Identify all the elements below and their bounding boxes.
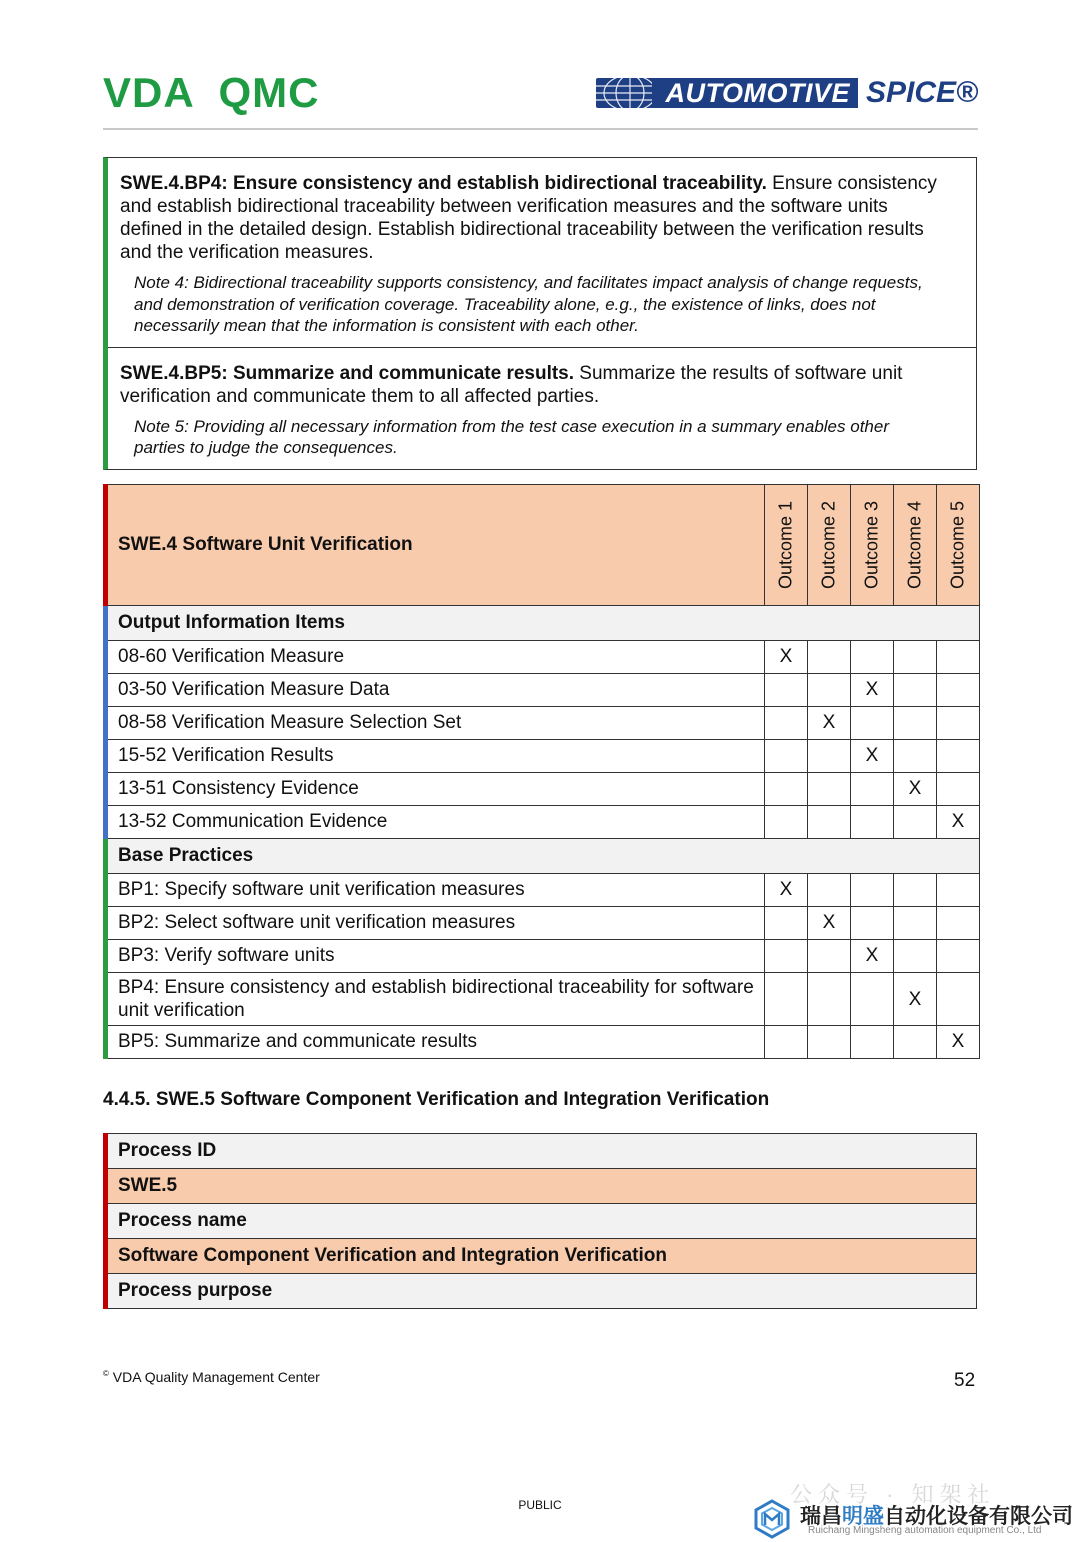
output-items-section (106, 606, 980, 641)
automotive-wordmark: AUTOMOTIVE (652, 78, 858, 108)
process-table (103, 1133, 977, 1309)
outcome-mark-cell (894, 806, 937, 839)
table-row (106, 806, 980, 839)
process-row (106, 1134, 977, 1169)
base-practice-box (103, 157, 977, 470)
outcome-mark-cell (937, 907, 980, 940)
bp5-note: Note 5: Providing all necessary information from the test case execution in a summary enables other parties to judge the consequences. (134, 416, 889, 457)
output-items-section-label: Output Information Items (106, 606, 980, 641)
bp5-paragraph (120, 362, 944, 408)
outcome-header (851, 485, 894, 606)
table-row (106, 773, 980, 806)
outcome-mark-cell (851, 907, 894, 940)
table-row (106, 1026, 980, 1059)
header-divider (103, 128, 978, 130)
outcome-mark-cell: X (894, 773, 937, 806)
outcome-mark-cell (894, 874, 937, 907)
table-row (106, 973, 980, 1026)
outcome-mark-cell (765, 674, 808, 707)
bp4-title: SWE.4.BP4: Ensure consistency and establish bidirectional traceability. (120, 173, 767, 194)
outcome-mark-cell: X (851, 940, 894, 973)
faded-wechat-watermark: 公众号 · 知架社 (790, 1482, 996, 1507)
outcome-mark-cell (851, 641, 894, 674)
outcome-mark-cell (808, 740, 851, 773)
row-label: BP2: Select software unit verification measures (106, 907, 765, 940)
outcome-mark-cell: X (894, 973, 937, 1026)
outcome-mark-cell (765, 773, 808, 806)
outcome-header-label: Outcome 1 (775, 500, 796, 590)
outcome-mark-cell (937, 773, 980, 806)
outcome-mark-cell (894, 641, 937, 674)
row-label: 13-51 Consistency Evidence (106, 773, 765, 806)
spice-wordmark: SPICE® (866, 76, 979, 109)
process-row (106, 1274, 977, 1309)
process-cell: Process purpose (106, 1274, 977, 1309)
row-label: 03-50 Verification Measure Data (106, 674, 765, 707)
row-label: BP4: Ensure consistency and establish bidirectional traceability for software unit verification (106, 973, 765, 1026)
outcome-mark-cell: X (808, 907, 851, 940)
row-label: 08-58 Verification Measure Selection Set (106, 707, 765, 740)
outcome-mark-cell (808, 674, 851, 707)
outcome-mark-cell (765, 940, 808, 973)
company-name-cn-highlight: 明盛 (842, 1505, 884, 1528)
outcome-mark-cell (808, 874, 851, 907)
bp5-section (108, 347, 976, 469)
table-row (106, 740, 980, 773)
copyright-text: VDA Quality Management Center (108, 1369, 320, 1385)
outcome-mark-cell (851, 874, 894, 907)
outcome-mark-cell: X (937, 1026, 980, 1059)
outcome-mark-cell (937, 940, 980, 973)
bp4-paragraph (120, 172, 944, 264)
automotive-spice-logo (596, 74, 980, 114)
page-number: 52 (954, 1370, 976, 1391)
company-watermark (752, 1497, 1080, 1542)
row-label: BP3: Verify software units (106, 940, 765, 973)
outcome-mark-cell (808, 773, 851, 806)
outcome-mark-cell (894, 707, 937, 740)
outcome-mark-cell (808, 1026, 851, 1059)
row-label: 13-52 Communication Evidence (106, 806, 765, 839)
outcome-mark-cell (808, 973, 851, 1026)
outcome-header-label: Outcome 4 (904, 500, 925, 590)
outcome-mark-cell (937, 874, 980, 907)
outcome-mark-cell: X (851, 674, 894, 707)
base-practices-section (106, 839, 980, 874)
outcome-header-label: Outcome 2 (818, 500, 839, 590)
process-cell: Process ID (106, 1134, 977, 1169)
bp4-note: Note 4: Bidirectional traceability supports consistency, and facilitates impact analysis of change requests, and demonstration of verification coverage. Traceability alone, e.g., the existence of links, does not necessarily mean that the information is consistent with each other. (134, 273, 923, 335)
outcome-mark-cell (808, 940, 851, 973)
outcome-header-label: Outcome 3 (861, 500, 882, 590)
outcome-mark-cell: X (808, 707, 851, 740)
outcome-mark-cell (765, 707, 808, 740)
globe-grid-icon (596, 78, 660, 108)
company-name-cn-pre: 瑞昌 (800, 1505, 842, 1528)
table-row (106, 707, 980, 740)
outcome-mark-cell (937, 973, 980, 1026)
bp4-body: Ensure consistency and establish bidirectional traceability between verification measures and the software units defined in the detailed design. Establish bidirectional traceability between the verification results and the verification measures. (120, 173, 937, 263)
outcome-mark-cell (851, 1026, 894, 1059)
outcome-header (894, 485, 937, 606)
company-name-en: Ruichang Mingsheng automation equipment Co., Ltd (808, 1525, 1042, 1536)
outcome-mark-cell (894, 1026, 937, 1059)
process-cell: SWE.5 (106, 1169, 977, 1204)
row-label: 08-60 Verification Measure (106, 641, 765, 674)
outcome-mapping-table (103, 484, 980, 1059)
table-row (106, 674, 980, 707)
bp4-section (108, 158, 976, 347)
outcome-mark-cell (937, 641, 980, 674)
base-practices-section-label: Base Practices (106, 839, 980, 874)
outcome-mark-cell (765, 740, 808, 773)
outcome-mark-cell (937, 674, 980, 707)
table-row (106, 907, 980, 940)
table-row (106, 940, 980, 973)
table-row (106, 641, 980, 674)
footer-copyright (103, 1369, 320, 1385)
outcome-mark-cell: X (937, 806, 980, 839)
outcome-mark-cell (851, 773, 894, 806)
row-label: BP1: Specify software unit verification measures (106, 874, 765, 907)
company-hexagon-logo-icon (752, 1499, 792, 1539)
process-cell: Software Component Verification and Integration Verification (106, 1239, 977, 1274)
outcome-header (937, 485, 980, 606)
outcome-mark-cell (851, 973, 894, 1026)
classification-label: PUBLIC (518, 1498, 562, 1512)
outcome-mark-cell (851, 806, 894, 839)
outcome-header (765, 485, 808, 606)
table-title: SWE.4 Software Unit Verification (106, 485, 765, 606)
outcome-mark-cell (894, 674, 937, 707)
process-cell: Process name (106, 1204, 977, 1239)
outcome-mark-cell (937, 740, 980, 773)
outcome-mark-cell (937, 707, 980, 740)
outcome-mark-cell (894, 740, 937, 773)
outcome-mark-cell (765, 806, 808, 839)
outcome-mark-cell (808, 806, 851, 839)
bp5-body: Summarize the results of software unit verification and communicate them to all affected parties. (120, 362, 903, 407)
outcome-mark-cell (894, 940, 937, 973)
outcome-mark-cell (765, 973, 808, 1026)
outcome-header (808, 485, 851, 606)
table-header-row (106, 485, 980, 606)
process-row (106, 1169, 977, 1204)
copyright-symbol: © (103, 1369, 109, 1378)
outcome-mark-cell (765, 907, 808, 940)
bp5-title: SWE.4.BP5: Summarize and communicate results. (120, 362, 575, 384)
row-label: 15-52 Verification Results (106, 740, 765, 773)
outcome-mark-cell: X (851, 740, 894, 773)
table-row (106, 874, 980, 907)
vda-qmc-logo: VDA QMC (103, 69, 320, 116)
process-row (106, 1204, 977, 1239)
company-name-cn-post: 自动化设备有限公司 (884, 1505, 1073, 1528)
outcome-mark-cell (894, 907, 937, 940)
outcome-mark-cell: X (765, 874, 808, 907)
process-row (106, 1239, 977, 1274)
outcome-mark-cell (765, 1026, 808, 1059)
row-label: BP5: Summarize and communicate results (106, 1026, 765, 1059)
outcome-header-label: Outcome 5 (947, 500, 968, 590)
outcome-mark-cell (851, 707, 894, 740)
section-heading: 4.4.5. SWE.5 Software Component Verification and Integration Verification (103, 1089, 770, 1110)
outcome-mark-cell (808, 641, 851, 674)
outcome-mark-cell: X (765, 641, 808, 674)
